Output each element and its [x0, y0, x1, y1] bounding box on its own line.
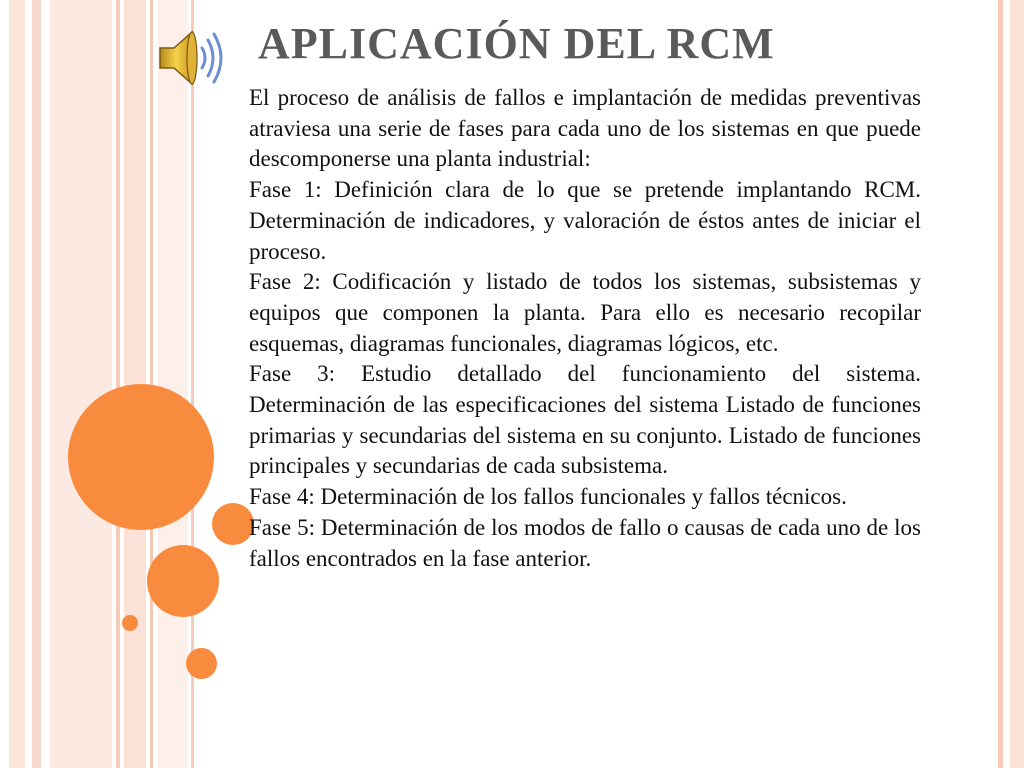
body-paragraph-fase-4: Fase 4: Determinación de los fallos funcionales y fallos técnicos.: [249, 484, 847, 510]
stripe-left-4: [116, 0, 120, 768]
stripe-left-3: [50, 0, 112, 768]
decorative-circle-large: [68, 384, 214, 530]
decorative-circle-medium: [147, 545, 219, 617]
stripe-left-7: [158, 0, 188, 768]
body-paragraph-fase-3: Fase 3: Estudio detallado del funcionamiento del sistema. Determinación de las especificaciones del sistema Listado de funciones primarias y secundarias del sistema en su conjunto. Listado de funciones principales y secundarias de cada subsistema.: [249, 361, 921, 479]
stripe-left-1: [9, 0, 25, 768]
speaker-icon[interactable]: [156, 26, 230, 90]
decorative-circle-small-2: [186, 648, 217, 679]
body-paragraph-intro: El proceso de análisis de fallos e implantación de medidas preventivas atraviesa una serie de fases para cada uno de los sistemas en que puede descomponerse una planta industrial:: [249, 85, 921, 172]
body-paragraph-fase-1: Fase 1: Definición clara de lo que se pretende implantando RCM. Determinación de indicadores, y valoración de éstos antes de iniciar el proceso.: [249, 177, 921, 264]
body-paragraph-fase-2: Fase 2: Codificación y listado de todos los sistemas, subsistemas y equipos que componen la planta. Para ello es necesario recopilar esquemas, diagramas funcionales, diagramas lógicos, etc.: [249, 269, 921, 356]
decorative-circle-tiny: [122, 615, 138, 631]
slide-title: APLICACIÓN DEL RCM: [258, 19, 775, 68]
decorative-circle-small-1: [212, 503, 254, 545]
body-paragraph-fase-5: Fase 5: Determinación de los modos de fallo o causas de cada uno de los fallos encontrados en la fase anterior.: [249, 514, 921, 571]
slide-body: [249, 83, 921, 574]
stripe-right-2: [1010, 0, 1024, 768]
stripe-left-2: [32, 0, 41, 768]
stripe-right-1: [998, 0, 1003, 768]
